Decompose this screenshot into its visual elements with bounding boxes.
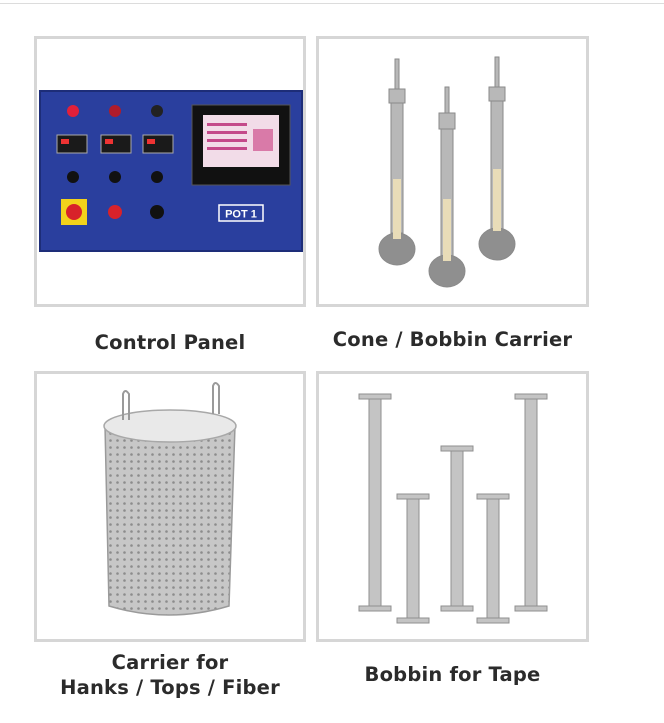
tape-bobbin-image <box>319 374 586 639</box>
product-card-cone-bobbin-carrier[interactable] <box>316 36 589 307</box>
control-panel-image <box>37 39 303 304</box>
caption-cone-bobbin-carrier <box>316 327 589 352</box>
cone-bobbin-carrier-image <box>319 39 586 304</box>
caption-line: Cone / Bobbin Carrier <box>332 328 573 351</box>
caption-control-panel <box>34 330 306 355</box>
caption-carrier-hanks <box>34 650 306 700</box>
top-divider <box>0 3 664 4</box>
caption-line: Carrier for <box>111 651 229 674</box>
caption-line: Control Panel <box>94 331 246 354</box>
hank-carrier-image <box>37 374 303 639</box>
panel-pot-label: POT 1 <box>225 208 257 221</box>
caption-bobbin-tape <box>316 662 589 687</box>
caption-line: Bobbin for Tape <box>364 663 541 686</box>
product-card-carrier-hanks[interactable] <box>34 371 306 642</box>
product-card-control-panel[interactable] <box>34 36 306 307</box>
caption-line: Hanks / Tops / Fiber <box>60 676 280 699</box>
product-card-bobbin-tape[interactable] <box>316 371 589 642</box>
